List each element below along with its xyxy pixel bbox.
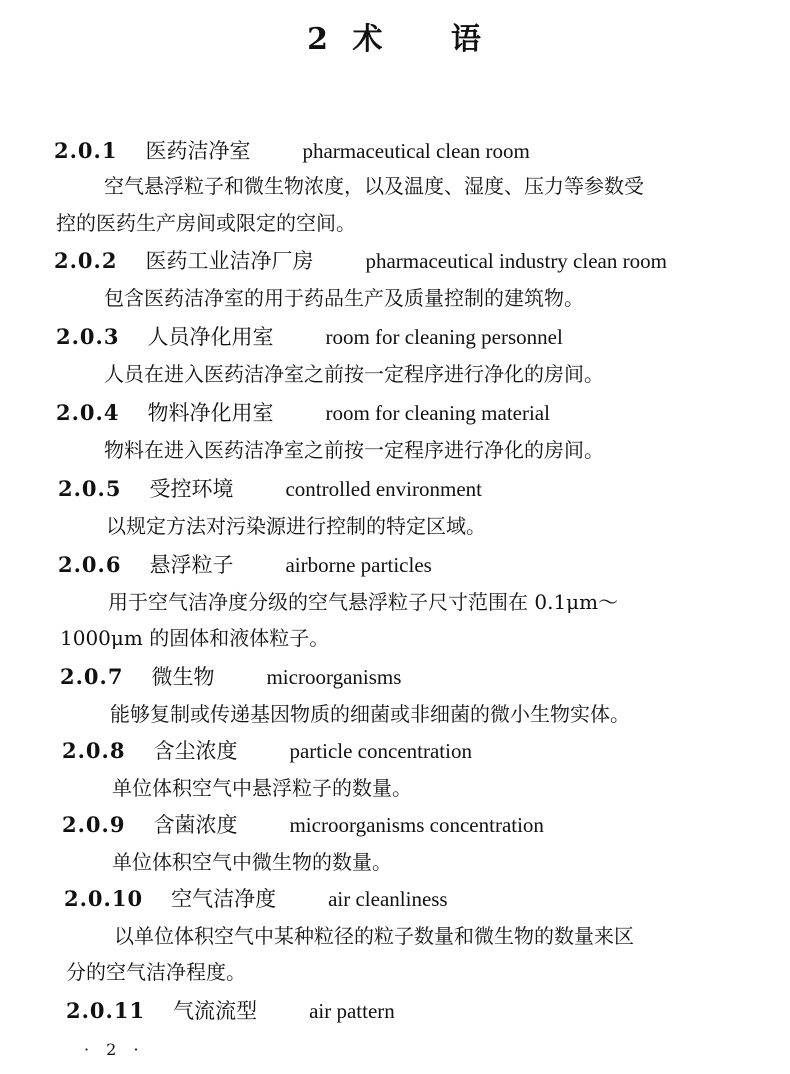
term-english: pharmaceutical clean room — [302, 139, 530, 163]
term-definition: 空气悬浮粒子和微生物浓度，以及温度、湿度、压力等参数受 — [104, 174, 644, 198]
term-number: 2.0.2 — [54, 248, 118, 273]
term-definition-continued: 控的医药生产房间或限定的空间。 — [56, 211, 356, 235]
term-chinese: 空气洁净度 — [171, 887, 277, 911]
term-definition: 能够复制或传递基因物质的细菌或非细菌的微小生物实体。 — [110, 702, 630, 726]
term-heading — [58, 474, 482, 504]
term-chinese: 物料净化用室 — [147, 401, 274, 425]
section-number: 2 — [307, 22, 330, 57]
term-english: controlled environment — [285, 477, 482, 501]
term-definition: 单位体积空气中悬浮粒子的数量。 — [112, 776, 412, 800]
term-number: 2.0.10 — [64, 886, 144, 911]
term-heading — [66, 996, 395, 1026]
term-number: 2.0.9 — [62, 812, 126, 837]
term-english: air pattern — [309, 999, 395, 1023]
term-english: airborne particles — [285, 553, 432, 577]
term-definition: 物料在进入医药洁净室之前按一定程序进行净化的房间。 — [104, 438, 604, 462]
term-definition: 包含医药洁净室的用于药品生产及质量控制的建筑物。 — [104, 286, 584, 310]
term-definition-continued: 1000μm 的固体和液体粒子。 — [60, 626, 330, 650]
term-heading — [62, 736, 472, 766]
page-number: · 2 · — [84, 1040, 145, 1059]
term-english: microorganisms concentration — [289, 813, 544, 837]
term-definition: 以单位体积空气中某种粒径的粒子数量和微生物的数量来区 — [114, 924, 634, 948]
section-title — [0, 14, 790, 58]
term-english: microorganisms — [266, 665, 402, 689]
term-heading — [60, 662, 401, 692]
term-definition: 单位体积空气中微生物的数量。 — [112, 850, 392, 874]
term-number: 2.0.6 — [58, 552, 122, 577]
term-chinese: 悬浮粒子 — [149, 553, 234, 577]
term-definition: 人员在进入医药洁净室之前按一定程序进行净化的房间。 — [104, 362, 604, 386]
section-title-word-2: 语 — [450, 22, 483, 57]
term-heading — [62, 810, 544, 840]
term-heading — [56, 398, 550, 428]
term-chinese: 微生物 — [151, 665, 215, 689]
term-definition: 以规定方法对污染源进行控制的特定区域。 — [106, 514, 486, 538]
term-number: 2.0.1 — [54, 138, 118, 163]
term-heading — [54, 136, 530, 166]
term-number: 2.0.11 — [66, 998, 146, 1023]
term-definition-continued: 分的空气洁净程度。 — [66, 960, 246, 984]
term-chinese: 受控环境 — [149, 477, 234, 501]
term-chinese: 含尘浓度 — [153, 739, 238, 763]
term-chinese: 医药工业洁净厂房 — [145, 249, 314, 273]
term-number: 2.0.8 — [62, 738, 126, 763]
term-heading — [64, 884, 448, 914]
term-number: 2.0.5 — [58, 476, 122, 501]
term-heading — [58, 550, 432, 580]
term-chinese: 人员净化用室 — [147, 325, 274, 349]
section-title-word-1: 术 — [352, 22, 385, 57]
term-chinese: 医药洁净室 — [145, 139, 251, 163]
term-definition: 用于空气洁净度分级的空气悬浮粒子尺寸范围在 0.1μm～ — [108, 590, 619, 614]
term-heading — [56, 322, 563, 352]
term-english: room for cleaning material — [325, 401, 550, 425]
term-english: particle concentration — [289, 739, 472, 763]
term-chinese: 气流流型 — [173, 999, 258, 1023]
term-english: pharmaceutical industry clean room — [365, 249, 667, 273]
term-english: room for cleaning personnel — [325, 325, 563, 349]
term-heading — [54, 246, 667, 276]
term-number: 2.0.4 — [56, 400, 120, 425]
term-chinese: 含菌浓度 — [153, 813, 238, 837]
term-number: 2.0.7 — [60, 664, 124, 689]
term-english: air cleanliness — [328, 887, 448, 911]
term-number: 2.0.3 — [56, 324, 120, 349]
